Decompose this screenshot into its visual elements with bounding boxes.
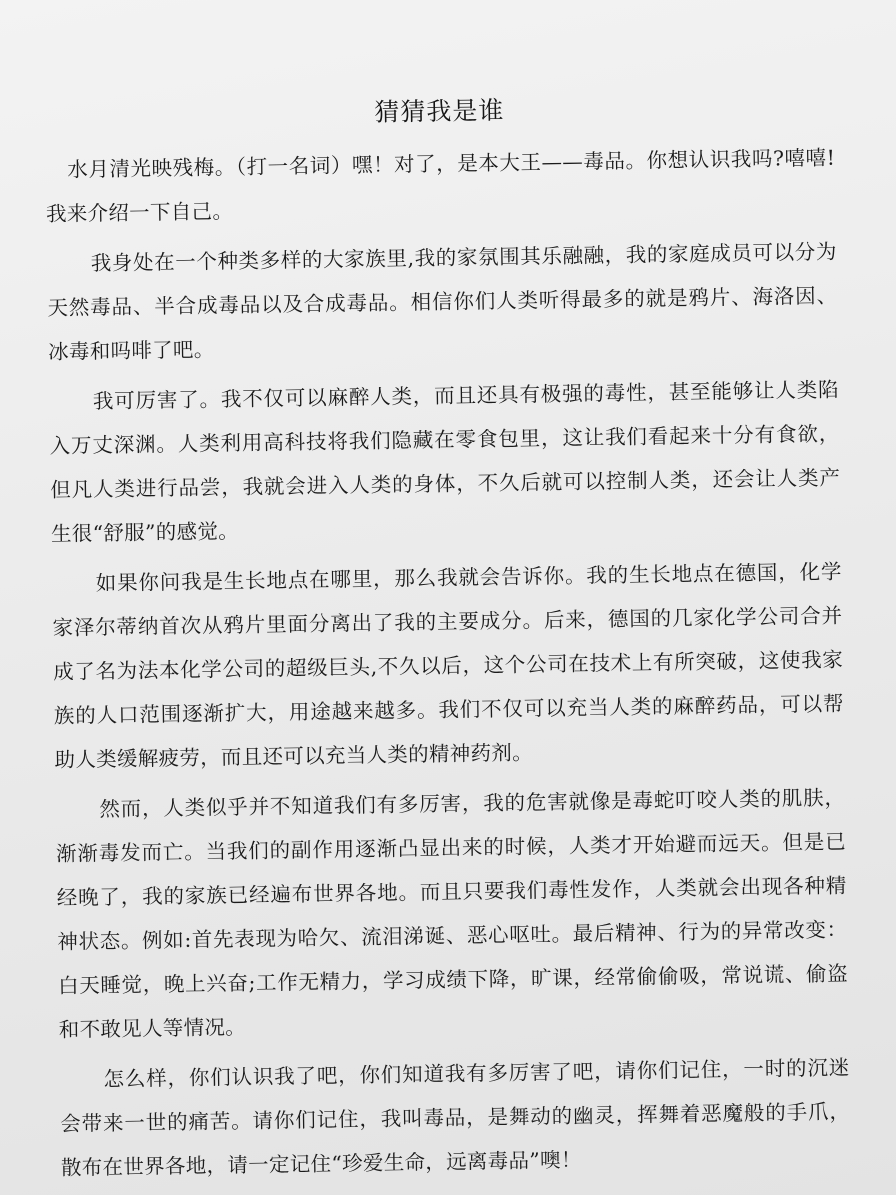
paragraph-riddle-intro: 水月清光映残梅。（打一名词）嘿！对了，是本大王——毒品。你想认识我吗?嘻嘻!我来介绍一下自己。 — [45, 145, 836, 226]
document-title: 猜猜我是谁 — [374, 95, 505, 127]
paragraph-family: 我身处在一个种类多样的大家族里,我的家氛围其乐融融，我的家庭成员可以分为天然毒品、半合成毒品以及合成毒品。相信你们人类听得最多的就是鸦片、海洛因、冰毒和吗啡了吧。 — [47, 239, 838, 364]
paragraph-harm: 然而，人类似乎并不知道我们有多厉害，我的危害就像是毒蛇叮咬人类的肌肤，渐渐毒发而亡。当我们的副作用逐渐凸显出来的时候，人类才开始避而远天。但是已经晚了，我的家族已经遍布世界各地。而且只要我们毒性发作，人类就会出现各种精神状态。例如:首先表现为哈欠、流泪涕诞、恶心呕吐。最后精神、行为的异常改变：白天睡觉，晚上兴奋;工作无精力，学习成绩下降，旷课，经常偷偷吸，常说谎、偷盗和不敢见人等情况。 — [55, 785, 849, 1042]
document-sheet — [44, 76, 851, 1195]
paragraph-conclusion: 怎么样，你们认识我了吧，你们知道我有多厉害了吧，请你们记住，一时的沉迷会带来一世的痛苦。请你们记住，我叫毒品，是舞动的幽灵，挥舞着恶魔般的手爪，散布在世界各地，请一定记住“珍爱生命，远离毒品”噢！ — [60, 1055, 851, 1180]
paragraph-power: 我可厉害了。我不仅可以麻醉人类，而且还具有极强的毒性，甚至能够让人类陷入万丈深渊。人类利用高科技将我们隐藏在零食包里，这让我们看起来十分有食欲，但凡人类进行品尝，我就会进入人类的身体，不久后就可以控制人类，还会让人类产生很“舒服”的感觉。 — [49, 377, 841, 546]
paragraph-origin: 如果你问我是生长地点在哪里，那么我就会告诉你。我的生长地点在德国，化学家泽尔蒂纳首次从鸦片里面分离出了我的主要成分。后来，德国的几家化学公司合并成了名为法本化学公司的超级巨头,不久以后，这个公司在技术上有所突破，这使我家族的人口范围逐渐扩大，用途越来越多。我们不仅可以充当人类的麻醉药品，可以帮助人类缓解疲劳，而且还可以充当人类的精神药剂。 — [52, 559, 844, 772]
